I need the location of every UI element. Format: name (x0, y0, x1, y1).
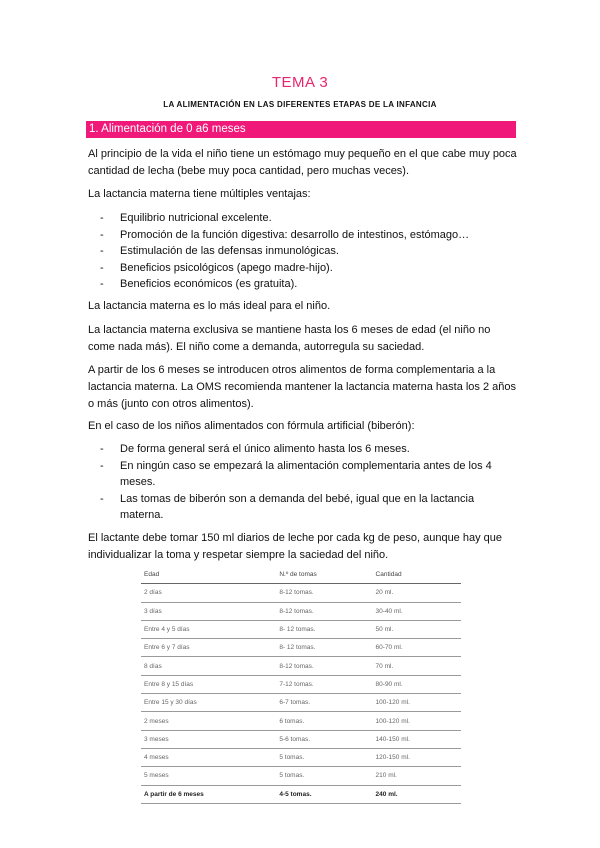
table-cell: A partir de 6 meses (141, 785, 276, 803)
table-cell: 8-12 tomas. (276, 602, 372, 620)
bullet-dash: - (100, 443, 104, 455)
table-cell: 8-12 tomas. (276, 657, 372, 675)
paragraph-volume: El lactante debe tomar 150 ml diarios de leche por cada kg de peso, aunque hay que individualizar la toma y respetar siempre la saciedad del niño. (88, 532, 502, 561)
table-cell: 8-12 tomas. (276, 584, 372, 602)
table-cell: 2 días (141, 584, 276, 602)
paragraph-complementary: A partir de los 6 meses se introducen otros alimentos de forma complementaria a la lactancia materna. La OMS recomienda mantener la lactancia materna hasta los 2 años o más (junto con otros alimentos). (88, 364, 517, 410)
table-cell: 5 tomas. (276, 748, 372, 766)
table-row (141, 748, 461, 766)
table-cell: 60-70 ml. (373, 639, 461, 657)
table-cell: 20 ml. (373, 584, 461, 602)
table-cell: 5 meses (141, 767, 276, 785)
paragraph-exclusive: La lactancia materna exclusiva se mantiene hasta los 6 meses de edad (el niño no come nada más). El niño come a demanda, autorregula su saciedad. (88, 324, 491, 353)
bullet-dash: - (100, 278, 104, 290)
table-cell: 3 días (141, 602, 276, 620)
list-item-text: Equilibrio nutricional excelente. (120, 212, 272, 224)
paragraph-ideal: La lactancia materna es lo más ideal para el niño. (88, 300, 331, 312)
table-cell: 210 ml. (373, 767, 461, 785)
table-cell: 120-150 ml. (373, 748, 461, 766)
table-cell: 100-120 ml. (373, 694, 461, 712)
table-cell: Entre 8 y 15 días (141, 675, 276, 693)
bullet-dash: - (100, 245, 104, 257)
list-item-text: Las tomas de biberón son a demanda del bebé, igual que en la lactancia materna. (120, 492, 475, 521)
list-item-text: Estimulación de las defensas inmunológicas. (120, 245, 339, 257)
list-item-text: Beneficios psicológicos (apego madre-hijo). (120, 261, 333, 274)
list-item-text: Promoción de la función digestiva: desarrollo de intestinos, estómago… (120, 228, 470, 241)
list-item (100, 227, 518, 244)
header-cell-age: Edad (141, 566, 276, 584)
table-cell: 7-12 tomas. (276, 675, 372, 693)
feeding-table (141, 566, 461, 804)
paragraph-formula-intro: En el caso de los niños alimentados con fórmula artificial (biberón): (88, 420, 415, 432)
table-cell: 5 tomas. (276, 767, 372, 785)
list-item-text: De forma general será el único alimento hasta los 6 meses. (120, 443, 410, 455)
table-row (141, 602, 461, 620)
table-cell: 6-7 tomas. (276, 694, 372, 712)
table-cell: 80-90 ml. (373, 675, 461, 693)
table-cell: 8- 12 tomas. (276, 620, 372, 638)
bullet-dash: - (100, 459, 104, 472)
table-row (141, 730, 461, 748)
table-cell: 50 ml. (373, 620, 461, 638)
bullet-dash: - (100, 261, 104, 274)
header-cell-feeds: N.º de tomas (276, 566, 372, 584)
table-cell: 6 tomas. (276, 712, 372, 730)
bullet-dash: - (100, 228, 104, 241)
list-item (100, 210, 518, 227)
table-row (141, 675, 461, 693)
table-row (141, 639, 461, 657)
table-cell: 4 meses (141, 748, 276, 766)
list-item (100, 260, 518, 277)
table-cell: 140-150 ml. (373, 730, 461, 748)
table-cell: 8- 12 tomas. (276, 639, 372, 657)
table-header-row (141, 566, 461, 584)
table-row (141, 584, 461, 602)
page-subtitle: LA ALIMENTACIÓN EN LAS DIFERENTES ETAPAS DE LA INFANCIA (163, 100, 437, 109)
table-row (141, 785, 461, 803)
table-cell: 2 meses (141, 712, 276, 730)
paragraph-advantages-intro: La lactancia materna tiene múltiples ventajas: (88, 188, 311, 200)
list-item (100, 276, 518, 293)
list-item (100, 458, 518, 491)
table-row (141, 712, 461, 730)
bullet-dash: - (100, 212, 104, 224)
advantages-list (100, 210, 518, 293)
table-row (141, 620, 461, 638)
table-cell: 3 meses (141, 730, 276, 748)
table-cell: Entre 4 y 5 días (141, 620, 276, 638)
table-cell: Entre 15 y 30 días (141, 694, 276, 712)
list-item (100, 491, 518, 524)
table-row (141, 694, 461, 712)
table-cell: 240 ml. (373, 785, 461, 803)
table-cell: 70 ml. (373, 657, 461, 675)
section-heading: 1. Alimentación de 0 a6 meses (86, 121, 516, 138)
list-item-text: En ningún caso se empezará la alimentación complementaria antes de los 4 meses. (120, 459, 492, 488)
page-title: TEMA 3 (271, 74, 329, 91)
table-cell: 100-120 ml. (373, 712, 461, 730)
paragraph-stomach: Al principio de la vida el niño tiene un estómago muy pequeño en el que cabe muy poca cantidad de lecha (bebe muy poca cantidad, pero muchas veces). (88, 148, 517, 177)
table-cell: 4-5 tomas. (276, 785, 372, 803)
table-row (141, 657, 461, 675)
header-cell-amount: Cantidad (373, 566, 461, 584)
list-item-text: Beneficios económicos (es gratuita). (120, 278, 298, 290)
table-cell: Entre 6 y 7 días (141, 639, 276, 657)
table-cell: 5-6 tomas. (276, 730, 372, 748)
table-row (141, 767, 461, 785)
list-item (100, 441, 518, 458)
formula-list (100, 441, 518, 524)
table-cell: 30-40 ml. (373, 602, 461, 620)
table-cell: 8 días (141, 657, 276, 675)
list-item (100, 243, 518, 260)
bullet-dash: - (100, 492, 104, 505)
